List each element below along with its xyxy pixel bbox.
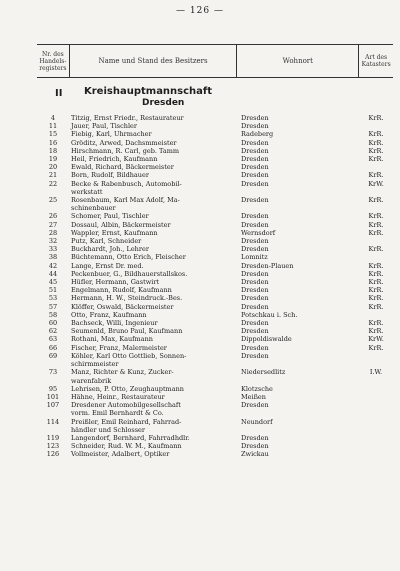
- entry-residence: Lomnitz: [241, 253, 268, 262]
- entry-register: [359, 377, 393, 385]
- entry-residence: [237, 377, 359, 385]
- entry-number: 58: [48, 310, 58, 319]
- entry-number: 16: [48, 138, 58, 147]
- table-row: [37, 155, 393, 163]
- entry-number: [37, 204, 69, 212]
- entry-residence: Dippoldiswalde: [241, 335, 292, 344]
- section-number: II: [55, 88, 63, 99]
- entry-name: Gröditz, Arwed, Dachsmmeister: [71, 138, 177, 147]
- entry-residence: Dresden: [241, 146, 269, 155]
- entry-register: KrR.: [368, 327, 384, 336]
- entry-name: Putz, Karl, Schneider: [71, 237, 142, 246]
- table-row: [37, 401, 393, 409]
- table-row: [37, 450, 393, 458]
- entry-residence: [237, 360, 359, 368]
- entry-number: 4: [50, 114, 56, 122]
- entry-residence: Dresden: [241, 212, 269, 221]
- entry-register: KrR.: [368, 138, 384, 147]
- entry-register: KrR.: [368, 171, 384, 180]
- table-row: [37, 253, 393, 261]
- entry-number: 38: [48, 253, 58, 262]
- entry-name: Ewald, Richard, Bäckermeister: [71, 163, 174, 172]
- authority-title: Kreishauptmannschaft: [84, 86, 213, 97]
- entry-register: KrW.: [368, 335, 384, 344]
- entry-number: 42: [48, 261, 58, 270]
- entry-residence: Dresden: [241, 278, 269, 287]
- table-row: [37, 278, 393, 286]
- table-row: [37, 319, 393, 327]
- entry-residence: Dresden: [241, 286, 269, 295]
- entry-residence: Meißen: [241, 392, 266, 401]
- table-row: [37, 294, 393, 302]
- entry-residence: Dresden: [241, 155, 269, 164]
- entry-name: schirmmeister: [71, 360, 119, 369]
- entry-register: [359, 163, 393, 171]
- entry-number: 57: [48, 302, 58, 311]
- entry-name: Manz, Richter & Kunz, Zucker-: [71, 368, 174, 377]
- table-header: [37, 44, 393, 78]
- entry-number: 73: [48, 368, 58, 377]
- entry-register: KrR.: [368, 302, 384, 311]
- entry-number: 28: [48, 228, 58, 237]
- entry-residence: Dresden: [241, 351, 269, 360]
- entry-number: [37, 188, 69, 196]
- entry-residence: [237, 204, 359, 212]
- entry-residence: Dresden: [241, 171, 269, 180]
- entry-name: Bachseck, Willi, Ingenieur: [71, 319, 158, 328]
- entry-number: 44: [48, 269, 58, 278]
- entry-name: Wappler, Ernst, Kaufmann: [71, 228, 158, 237]
- entry-register: KrR.: [368, 155, 384, 164]
- entry-register: [359, 434, 393, 442]
- entry-number: [37, 360, 69, 368]
- entry-register: KrR.: [368, 278, 384, 287]
- entry-register: KrR.: [368, 196, 384, 205]
- entry-number: 22: [48, 179, 58, 188]
- table-row: [37, 352, 393, 360]
- header-register: Art des Katasters: [361, 54, 391, 68]
- table-row: [37, 286, 393, 294]
- entry-register: KrR.: [368, 114, 384, 122]
- entry-register: [359, 360, 393, 368]
- entry-number: [37, 409, 69, 417]
- entry-name: werkstatt: [71, 187, 103, 196]
- entry-register: [359, 188, 393, 196]
- table-row: [37, 434, 393, 442]
- entry-register: KrR.: [368, 343, 384, 352]
- table-row: [37, 409, 393, 417]
- entry-number: 26: [48, 212, 58, 221]
- entry-register: [359, 418, 393, 426]
- entry-number: 19: [48, 155, 58, 164]
- table-row: [37, 245, 393, 253]
- entry-number: 21: [48, 171, 58, 180]
- table-row: [37, 262, 393, 270]
- entry-register: [359, 393, 393, 401]
- entry-residence: Dresden: [241, 401, 269, 410]
- entry-residence: [237, 188, 359, 196]
- entry-name: Otto, Franz, Kaufmann: [71, 310, 147, 319]
- entry-name: Lange, Ernst Dr. med.: [71, 261, 144, 270]
- entry-residence: Dresden: [241, 237, 269, 246]
- entry-register: KrR.: [368, 319, 384, 328]
- entry-name: händler und Schlosser: [71, 425, 146, 434]
- table-row: [37, 385, 393, 393]
- entry-register: [359, 352, 393, 360]
- header-residence: Wohnort: [237, 45, 359, 77]
- entry-residence: Niedersedlitz: [241, 368, 286, 377]
- table-row: [37, 368, 393, 376]
- entry-name: Hüfler, Hermann, Gastwirt: [71, 278, 160, 287]
- entry-register: [359, 237, 393, 245]
- entry-number: [37, 426, 69, 434]
- entry-number: 60: [48, 319, 58, 328]
- entry-number: 123: [46, 442, 60, 451]
- entry-name: Jauer, Paul, Tischler: [71, 122, 138, 131]
- entry-residence: Dresden: [241, 433, 269, 442]
- entry-name: Fiebig, Karl, Uhrmacher: [71, 130, 152, 139]
- entry-residence: Dresden: [241, 114, 269, 122]
- entry-number: 51: [48, 286, 58, 295]
- entry-number: 27: [48, 220, 58, 229]
- entry-residence: Dresden: [241, 138, 269, 147]
- table-row: [37, 418, 393, 426]
- table-row: [37, 196, 393, 204]
- entry-residence: Dresden: [241, 319, 269, 328]
- entry-number: 20: [48, 163, 58, 172]
- entry-number: [37, 377, 69, 385]
- entry-residence: Dresden: [241, 442, 269, 451]
- entry-residence: Radeberg: [241, 130, 274, 139]
- table-row: [37, 377, 393, 385]
- entry-name: Fischer, Franz, Malermeister: [71, 343, 167, 352]
- entry-number: 11: [48, 122, 58, 131]
- table-row: [37, 303, 393, 311]
- entry-number: 107: [46, 401, 60, 410]
- table-row: [37, 212, 393, 220]
- entry-residence: Dresden: [241, 179, 269, 188]
- entry-register: [359, 122, 393, 130]
- entry-register: KrR.: [368, 294, 384, 303]
- table-row: [37, 335, 393, 343]
- entry-number: 95: [48, 384, 58, 393]
- entry-register: KrR.: [368, 130, 384, 139]
- entry-name: Lehrisen, P. Otto, Zeughauptmann: [71, 384, 184, 393]
- entry-residence: Dresden: [241, 163, 269, 172]
- entry-name: Vollmeister, Adalbert, Optiker: [71, 450, 170, 459]
- entry-name: Schomer, Paul, Tischler: [71, 212, 149, 221]
- entry-name: Köhler, Karl Otto Gottlieb, Sonnen-: [71, 351, 187, 360]
- entry-register: [359, 311, 393, 319]
- entry-residence: Dresden: [241, 294, 269, 303]
- entry-residence: [237, 409, 359, 417]
- header-number: Nr. des Handels-registers: [37, 45, 70, 77]
- table-row: [37, 229, 393, 237]
- table-row: [37, 180, 393, 188]
- entry-number: 32: [48, 237, 58, 246]
- entry-residence: Dresden: [241, 327, 269, 336]
- entry-register: KrR.: [368, 220, 384, 229]
- entry-name: Buckhardt, Joh., Lehrer: [71, 245, 149, 254]
- entry-name: Hähne, Heinr., Restaurateur: [71, 392, 165, 401]
- entry-number: 18: [48, 146, 58, 155]
- table-row: [37, 139, 393, 147]
- entry-register: KrR.: [368, 212, 384, 221]
- table-row: [37, 237, 393, 245]
- entry-name: Langendorf, Bernhard, Fahrradhdlr.: [71, 433, 190, 442]
- entry-register: [359, 401, 393, 409]
- table-row: [37, 393, 393, 401]
- entry-name: Klöffer, Oswald, Bäckermeister: [71, 302, 174, 311]
- entry-number: 62: [48, 327, 58, 336]
- entry-register: I.W.: [369, 368, 383, 377]
- table-row: [37, 270, 393, 278]
- entry-residence: Dresden: [241, 220, 269, 229]
- entry-register: [359, 204, 393, 212]
- section-heading: [84, 86, 364, 109]
- entry-number: 63: [48, 335, 58, 344]
- entry-residence: Neundorf: [241, 417, 273, 426]
- entry-number: 15: [48, 130, 58, 139]
- registry-table: [37, 114, 393, 459]
- entry-register: [359, 409, 393, 417]
- entry-name: Rosenbaum, Karl Max Adolf, Ma-: [71, 196, 180, 205]
- entry-name: Seumenld, Bruno Paul, Kaufmann: [71, 327, 183, 336]
- entry-register: KrR.: [368, 245, 384, 254]
- entry-register: KrR.: [368, 146, 384, 155]
- table-row: [37, 171, 393, 179]
- city-title: Dresden: [142, 98, 185, 108]
- entry-number: 126: [46, 450, 60, 459]
- entry-residence: Dresden-Plauen: [241, 261, 294, 270]
- entry-residence: [237, 426, 359, 434]
- entry-residence: Zwickau: [241, 450, 269, 459]
- entry-residence: Dresden: [241, 245, 269, 254]
- entry-register: [359, 385, 393, 393]
- entry-residence: Dresden: [241, 302, 269, 311]
- table-row: [37, 311, 393, 319]
- entry-register: KrR.: [368, 261, 384, 270]
- entry-residence: Dresden: [241, 196, 269, 205]
- entry-name: Hirschmann, R. Carl, geb. Tamm: [71, 146, 180, 155]
- entry-residence: Wernsdorf: [241, 228, 276, 237]
- header-name: Name und Stand des Besitzers: [70, 45, 238, 77]
- entry-number: 114: [46, 417, 60, 426]
- entry-number: 25: [48, 196, 58, 205]
- entry-register: [359, 253, 393, 261]
- entry-name: Büchtemann, Otto Erich, Fleischer: [71, 253, 186, 262]
- table-row: [37, 163, 393, 171]
- entry-residence: Klotzsche: [241, 384, 273, 393]
- entry-number: 69: [48, 351, 58, 360]
- entry-register: KrR.: [368, 228, 384, 237]
- table-row: [37, 360, 393, 368]
- entry-name: Becke & Rabenbusch, Automobil-: [71, 179, 182, 188]
- table-row: [37, 147, 393, 155]
- entry-name: Engelmann, Rudolf, Kaufmann: [71, 286, 172, 295]
- entry-number: 101: [46, 392, 60, 401]
- table-row: [37, 221, 393, 229]
- entry-name: Preißler, Emil Reinhard, Fahrrad-: [71, 417, 182, 426]
- table-row: [37, 188, 393, 196]
- table-row: [37, 122, 393, 130]
- entry-residence: Dresden: [241, 269, 269, 278]
- entry-name: Hermann, H. W., Steindruck.-Bes.: [71, 294, 183, 303]
- entry-residence: Potschkau i. Sch.: [241, 310, 298, 319]
- entry-number: 53: [48, 294, 58, 303]
- entry-name: Rothani, Max, Kaufmann: [71, 335, 153, 344]
- entry-number: 33: [48, 245, 58, 254]
- entry-name: warenfabrik: [71, 376, 112, 385]
- entry-number: 119: [46, 433, 60, 442]
- entry-residence: Dresden: [241, 122, 269, 131]
- table-row: [37, 327, 393, 335]
- table-row: [37, 442, 393, 450]
- entry-register: KrR.: [368, 286, 384, 295]
- entry-residence: Dresden: [241, 343, 269, 352]
- entry-name: Dossaul, Albin, Bäckermeister: [71, 220, 171, 229]
- entry-name: vorm. Emil Bernhardt & Co.: [71, 409, 164, 418]
- entry-register: [359, 442, 393, 450]
- entry-number: 45: [48, 278, 58, 287]
- entry-register: [359, 426, 393, 434]
- entry-name: Born, Rudolf, Bildhauer: [71, 171, 149, 180]
- table-row: [37, 130, 393, 138]
- entry-register: KrR.: [368, 269, 384, 278]
- table-row: [37, 204, 393, 212]
- entry-name: Peckenbuer, G., Bildhauerstallskos.: [71, 269, 188, 278]
- entry-register: [359, 450, 393, 458]
- table-row: [37, 114, 393, 122]
- table-row: [37, 344, 393, 352]
- entry-number: 66: [48, 343, 58, 352]
- entry-name: Schneider, Rud. W. M., Kaufmann: [71, 442, 182, 451]
- entry-name: schinenbauer: [71, 204, 116, 213]
- entry-name: Heil, Friedrich, Kaufmann: [71, 155, 158, 164]
- entry-name: Dresdener Automobilgesellschaft: [71, 401, 181, 410]
- entry-name: Titzig, Ernst Friedr., Restaurateur: [71, 114, 184, 122]
- page-number: — 126 —: [176, 6, 224, 16]
- table-row: [37, 426, 393, 434]
- entry-register: KrW.: [368, 179, 384, 188]
